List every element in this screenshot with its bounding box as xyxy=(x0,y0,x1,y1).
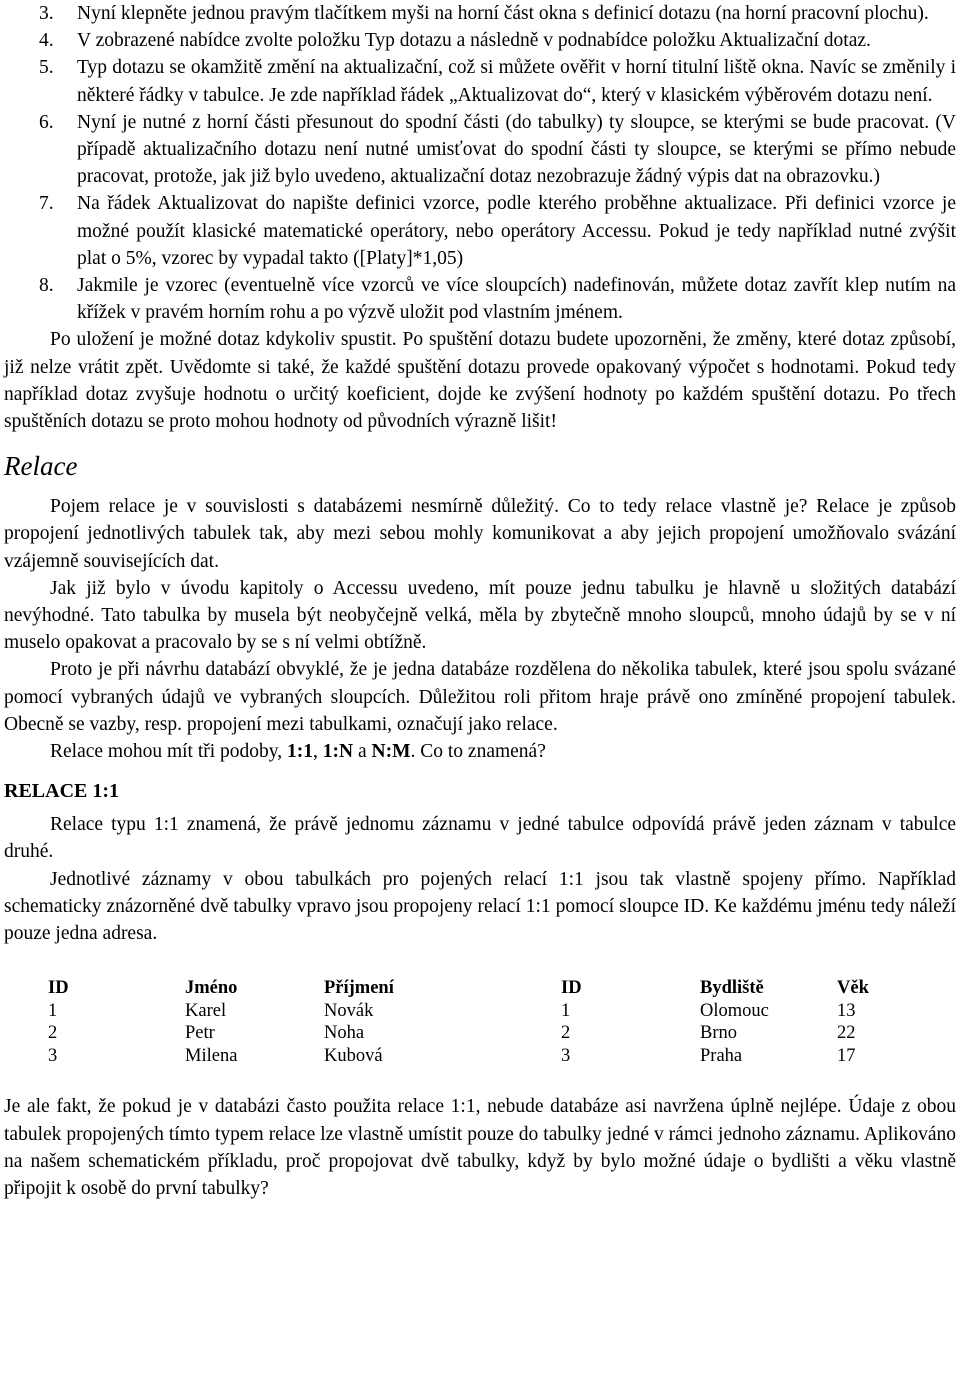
table-cell: 17 xyxy=(837,1045,856,1066)
forms-separator: a xyxy=(353,741,372,763)
list-item-number: 4. xyxy=(39,30,54,52)
forms-separator: , xyxy=(313,741,323,763)
list-item-text: Nyní je nutné z horní části přesunout do spodní části (do tabulky) ty sloupce, se kterými se bude pracovat. (V případě aktualizačního dotazu není nutné umisťovat do spodní části ty sloupce, se kterými se přímo nebude pracovat, protože, jak již bylo uvedeno, aktualizační dotaz nezobrazuje žádný výpis dat na obrazovku.) xyxy=(77,111,956,188)
table-header-row xyxy=(48,977,897,1000)
table-cell: 1 xyxy=(561,1000,571,1021)
table-cell: 3 xyxy=(48,1045,58,1066)
subsection-heading-relace-1-1: RELACE 1:1 xyxy=(4,780,120,803)
list-item-text: Typ dotazu se okamžitě změní na aktualizační, což si můžete ověřit v horní titulní liště okna. Navíc se změnily i některé řádky v tabulce. Je zde například řádek „Aktualizovat do“, který v klasickém výběrovém dotazu není. xyxy=(77,57,956,106)
list-item-number: 3. xyxy=(39,3,54,24)
list-item xyxy=(4,109,956,191)
column-header: ID xyxy=(48,978,69,999)
table-cell: 3 xyxy=(561,1045,571,1066)
table-cell: Praha xyxy=(700,1045,743,1066)
table-cell: 2 xyxy=(48,1023,58,1044)
table-cell: 1 xyxy=(48,1000,58,1021)
list-item-text: Jakmile je vzorec (eventuelně více vzorců ve více sloupcích) nadefinován, můžete dotaz zavřít klep nutím na křížek v pravém horním rohu a po výzvě uložit pod vlastním jménem. xyxy=(77,275,956,324)
paragraph-relation-forms xyxy=(4,738,956,765)
paragraph-closing: Je ale fakt, že pokud je v databázi často použita relace 1:1, nebude databáze asi navržena úplně nejlépe. Údaje z obou tabulek propojených tímto typem relace lze vlastně umístit pouze do tabulky jedné v rámci jednoho záznamu. Aplikováno na našem schematickém příkladu, proč propojovat dvě tabulky, když by bylo možné údaje o bydlišti a věku vlastně připojit k osobě do první tabulky? xyxy=(4,1096,956,1199)
list-item xyxy=(4,54,956,108)
table-cell: Brno xyxy=(700,1023,737,1044)
column-header: Jméno xyxy=(185,978,238,999)
list-item-text: Nyní klepněte jednou pravým tlačítkem myši na horní část okna s definicí dotazu (na horní pracovní plochu). xyxy=(77,3,929,24)
form-one-to-many: 1:N xyxy=(322,741,354,763)
table-cell: Novák xyxy=(324,1000,374,1021)
table-cell: Petr xyxy=(185,1023,215,1044)
list-item xyxy=(4,0,956,27)
paragraph-relace-definition: Pojem relace je v souvislosti s databázemi nesmírně důležitý. Co to tedy relace vlastně je? Relace je způsob propojení jednotlivých tabulek tak, aby mezi sebou mohly komunikovat a aby jejich propojení umožňovalo svázání vzájemně souvisejících dat. xyxy=(4,496,956,572)
table-row xyxy=(48,1000,897,1023)
list-item-number: 6. xyxy=(39,111,54,133)
list-item xyxy=(4,27,956,54)
table-row xyxy=(48,1022,897,1045)
steps-list xyxy=(4,0,956,326)
paragraph-one-to-one-meaning: Relace typu 1:1 znamená, že právě jednomu záznamu v jedné tabulce odpovídá právě jeden záznam v tabulce druhé. xyxy=(4,814,956,863)
table-cell: Kubová xyxy=(324,1045,383,1066)
table-cell: Olomouc xyxy=(700,1000,769,1021)
paragraph-single-table: Jak již bylo v úvodu kapitoly o Accessu uvedeno, mít pouze jednu tabulku je hlavně u složitých databází nevýhodné. Tato tabulka by musela být neobyčejně velká, měla by zbytečně mnoho sloupců, mnoho údajů by se v ní muselo opakovat a pracovalo by se s ní velmi obtížně. xyxy=(4,577,956,654)
column-header: Věk xyxy=(837,978,869,999)
table-cell: Noha xyxy=(324,1023,365,1044)
table-cell: 13 xyxy=(837,1000,856,1021)
table-cell: 22 xyxy=(837,1023,856,1044)
list-item xyxy=(4,190,956,272)
list-item-text: V zobrazené nabídce zvolte položku Typ dotazu a následně v podnabídce položku Aktualizační dotaz. xyxy=(77,30,871,52)
table-cell: Karel xyxy=(185,1000,227,1021)
forms-suffix: . Co to znamená? xyxy=(410,741,546,763)
paragraph-after-saving: Po uložení je možné dotaz kdykoliv spustit. Po spuštění dotazu budete upozorněni, že změny, které dotaz způsobí, již nelze vrátit zpět. Uvědomte si také, že každé spuštění dotazu provede opakovaný výpočet s hodnotami. Pokud tedy například dotaz zvyšuje hodnotu o určitý koeficient, dojde ke zvýšení hodnoty po každém spuštění dotazu. Po třech spuštěních dotazu se proto mohou hodnoty od původních výrazně lišit! xyxy=(4,329,956,433)
example-table xyxy=(48,977,897,1067)
column-header: Bydliště xyxy=(700,978,764,999)
list-item-number: 8. xyxy=(39,275,54,297)
document-page xyxy=(4,0,956,1202)
form-one-to-one: 1:1 xyxy=(287,741,314,763)
table-cell: 2 xyxy=(561,1023,571,1044)
list-item-number: 5. xyxy=(39,57,54,79)
table-row xyxy=(48,1045,897,1068)
column-header: Příjmení xyxy=(324,978,394,999)
list-item-text: Na řádek Aktualizovat do napište definici vzorce, podle kterého proběhne aktualizace. Při definici vzorce je možné použít klasické matematické operátory, nebo operátory Accessu. Pokud je tedy například nutné zvýšit plat o 5%, vzorec by vypadal takto ([Platy]*1,05) xyxy=(77,193,956,269)
form-many-to-many: N:M xyxy=(371,741,411,763)
paragraph-one-to-one-example: Jednotlivé záznamy v obou tabulkách pro pojených relací 1:1 jsou tak vlastně spojeny přímo. Například schematicky znázorněné dvě tabulky vpravo jsou propojeny relací 1:1 pomocí sloupce ID. Ke každému jménu tedy náleží pouze jedna adresa. xyxy=(4,868,956,945)
list-item-number: 7. xyxy=(39,193,54,215)
forms-prefix: Relace mohou mít tři podoby, xyxy=(50,741,288,763)
section-heading-relace: Relace xyxy=(4,451,78,482)
column-header: ID xyxy=(561,978,582,999)
list-item xyxy=(4,272,956,326)
paragraph-database-design: Proto je při návrhu databází obvyklé, že je jedna databáze rozdělena do několika tabulek, které jsou spolu svázané pomocí vybraných údajů ve vybraných sloupcích. Důležitou roli přitom hraje právě ono zmíněné propojení tabulek. Obecně se vazby, resp. propojení mezi tabulkami, označují jako relace. xyxy=(4,659,956,735)
table-cell: Milena xyxy=(185,1045,238,1066)
